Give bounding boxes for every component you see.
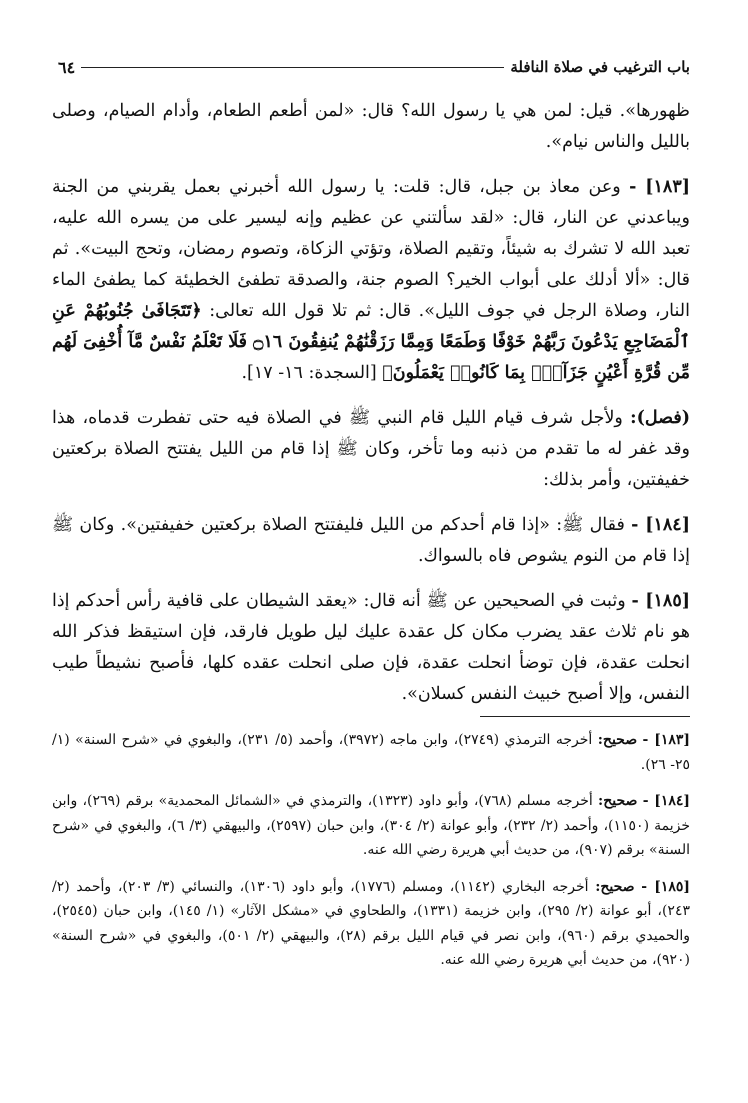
footnote-text: أخرجه الترمذي (٢٧٤٩)، وابن ماجه (٣٩٧٢)، وأحمد (٥/ ٢٣١)، والبغوي في «شرح السنة» (١/ ٢٥- ٢٦). — [52, 732, 690, 773]
footnote-text: أخرجه البخاري (١١٤٢)، ومسلم (١٧٧٦)، وأبو داود (١٣٠٦)، والنسائي (٣/ ٢٠٣)، وأحمد (٢/ ٢٤٣)، أبو عوانة (٢/ ٢٩٥)، وابن خزيمة (١٣٣١)، والطحاوي في «مشكل الآثار» (١/ ١٤٥)، وابن حبان (٢٥٤٥)، والحميدي برقم (٩٦٠)، وابن نصر في قيام الليل برقم (٢٨)، والبيهقي (٢/ ٥٠١)، والبغوي في «شرح السنة» (٩٢٠)، من حديث أبي هريرة رضي الله عنه. — [52, 878, 691, 968]
section-fasl — [52, 403, 690, 496]
chapter-title: باب الترغيب في صلاة النافلة — [510, 58, 690, 76]
footnote-number: [١٨٤] - — [642, 793, 691, 809]
book-page — [52, 0, 690, 1103]
footnote-grade: صحيح: — [595, 878, 635, 895]
header-rule — [81, 67, 504, 68]
hadith-185 — [52, 586, 690, 710]
hadith-183 — [52, 172, 690, 389]
section-text: ولأجل شرف قيام الليل قام النبي ﷺ في الصلاة فيه حتى تفطرت قدماه، هذا وقد غفر له ما تقدم من ذنبه وما تأخر، وكان ﷺ إذا قام من الليل يفتتح الصلاة بركعتين خفيفتين، وأمر بذلك: — [52, 408, 690, 490]
page-number: ٦٤ — [58, 57, 76, 77]
paragraph-continuation — [52, 96, 690, 158]
footnote-number: [١٨٣] - — [642, 732, 691, 748]
footnote-grade: صحيح: — [598, 793, 638, 809]
running-header — [52, 54, 690, 80]
hadith-text: فقال ﷺ: «إذا قام أحدكم من الليل فليفتتح الصلاة بركعتين خفيفتين». وكان ﷺ إذا قام من النوم يشوص فاه بالسواك. — [52, 515, 690, 566]
footnote-number: [١٨٥] - — [641, 878, 691, 895]
hadith-number: [١٨٣] - — [629, 177, 690, 197]
footnote-text: أخرجه مسلم (٧٦٨)، وأبو داود (١٣٢٣)، والترمذي في «الشمائل المحمدية» برقم (٢٦٩)، وابن خزيمة (١١٥٠)، وأحمد (٢/ ٢٣٢)، وأبو عوانة (٢/ ٣٠٤)، وابن حبان (٢٥٩٧)، والبيهقي (٣/ ٦)، والبغوي في «شرح السنة» برقم (٩٠٧)، من حديث أبي هريرة رضي الله عنه. — [52, 793, 691, 858]
hadith-number: [١٨٥] - — [631, 591, 690, 611]
footnotes — [52, 728, 690, 985]
footnote-184 — [52, 789, 690, 863]
section-label: (فصل): — [630, 408, 690, 428]
hadith-184 — [52, 510, 690, 572]
footnote-divider — [480, 716, 690, 717]
footnote-185 — [52, 875, 690, 973]
hadith-text: وعن معاذ بن جبل، قال: قلت: يا رسول الله أخبرني بعمل يقربني من الجنة ويباعدني عن النار، قال: «لقد سألتني عن عظيم وإنه ليسير على من يسره الله عليه، تعبد الله لا تشرك به شيئاً، وتقيم الصلاة، وتؤتي الزكاة، وتصوم رمضان، وتحج البيت». ثم قال: «ألا أدلك على أبواب الخير؟ الصوم جنة، والصدقة تطفئ الخطيئة كما يطفئ الماء النار، وصلاة الرجل في جوف الليل». قال: ثم تلا قول الله تعالى: — [52, 177, 690, 321]
quran-verse: ﴿تَتَجَافَىٰ جُنُوبُهُمْ عَنِ ٱلْمَضَاجِعِ يَدْعُونَ رَبَّهُمْ خَوْفًا وَطَمَعًا وَمِمَّا رَزَقْنَٰهُمْ يُنفِقُونَ ۝١٦ فَلَا تَعْلَمُ نَفْسٌ مَّآ أُخْفِىَ لَهُم مِّن قُرَّةِ أَعْيُنٍ جَزَآءًۢ بِمَا كَانُوا۟ يَعْمَلُونَ﴾ — [52, 301, 690, 383]
verse-reference: [السجدة: ١٦- ١٧]. — [241, 363, 377, 383]
hadith-text: وثبت في الصحيحين عن ﷺ أنه قال: «يعقد الشيطان على قافية رأس أحدكم إذا هو نام ثلاث عقد يضرب مكان كل عقدة عليك ليل طويل فارقد، فإن استيقظ فذكر الله انحلت عقدة، فإن توضأ انحلت عقدة، فإن صلى انحلت عقده كلها، فأصبح نشيطاً طيب النفس، وإلا أصبح خبيث النفس كسلان». — [52, 591, 690, 704]
hadith-number: [١٨٤] - — [631, 515, 690, 535]
main-text — [52, 96, 690, 724]
footnote-183 — [52, 728, 690, 777]
footnote-grade: صحيح: — [597, 732, 638, 748]
paragraph-text: ظهورها». قيل: لمن هي يا رسول الله؟ قال: «لمن أطعم الطعام، وأدام الصيام، وصلى بالليل والناس نيام». — [52, 101, 690, 152]
